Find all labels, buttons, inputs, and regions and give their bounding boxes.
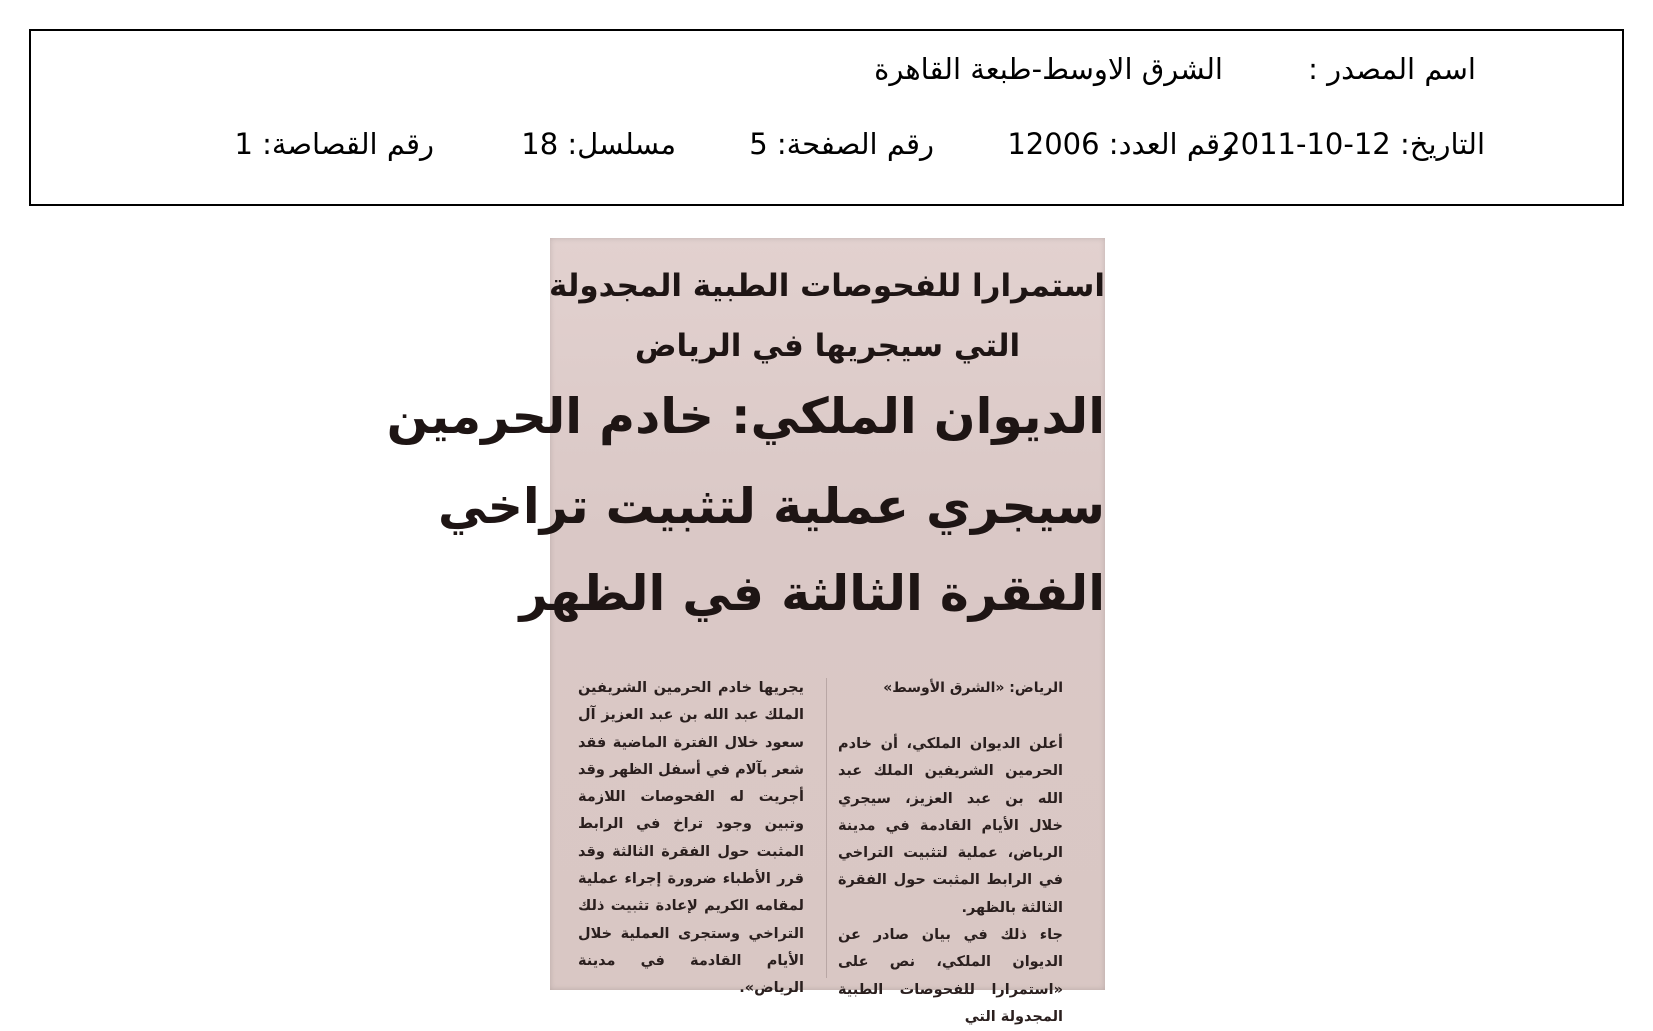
article-column-left <box>578 675 804 1003</box>
kicker-line-2: التي سيجريها في الرياض <box>634 328 1021 364</box>
headline-line-1: الديوان الملكي: خادم الحرمين <box>386 388 1105 445</box>
clip-number-field: رقم القصاصة: 1 <box>234 127 434 161</box>
article-paragraph: يجريها خادم الحرمين الشريفين الملك عبد الله بن عبد العزيز آل سعود خلال الفترة الماضية فقد شعر بآلام في أسفل الظهر وقد أجريت له الفحوصات اللازمة وتبين وجود تراخ في الرابط المثبت حول الفقرة الثالثة وقد قرر الأطباء ضرورة إجراء عملية لمقامه الكريم لإعادة تثبيت ذلك التراخي وستجرى العملية خلال الأيام القادمة في مدينة الرياض». <box>578 680 804 997</box>
headline-line-2: سيجري عملية لتثبيت تراخي <box>438 478 1105 535</box>
date-field: التاريخ: 12-10-2011 <box>1222 127 1485 161</box>
page-number-field: رقم الصفحة: 5 <box>749 127 934 161</box>
headline-line-3: الفقرة الثالثة في الظهر <box>519 565 1105 622</box>
serial-field: مسلسل: 18 <box>521 127 676 161</box>
column-divider <box>826 678 827 978</box>
article-paragraph: جاء ذلك في بيان صادر عن الديوان الملكي، نص على «استمرارا للفحوصات الطبية المجدولة التي <box>838 927 1063 1025</box>
kicker-line-1: استمرارا للفحوصات الطبية المجدولة <box>548 268 1105 304</box>
article-paragraph: أعلن الديوان الملكي، أن خادم الحرمين الشريفين الملك عبد الله بن عبد العزيز، سيجري خلال الأيام القادمة في مدينة الرياض، عملية لتثبيت التراخي في الرابط المثبت حول الفقرة الثالثة بالظهر. <box>838 736 1063 916</box>
issue-number-field: رقم العدد: 12006 <box>1007 127 1234 161</box>
dateline: الرياض: «الشرق الأوسط» <box>883 680 1063 696</box>
source-value: الشرق الاوسط-طبعة القاهرة <box>874 52 1223 86</box>
article-column-right <box>838 731 1063 1031</box>
source-label: اسم المصدر : <box>1308 52 1476 86</box>
newspaper-clipping <box>386 238 1105 1025</box>
